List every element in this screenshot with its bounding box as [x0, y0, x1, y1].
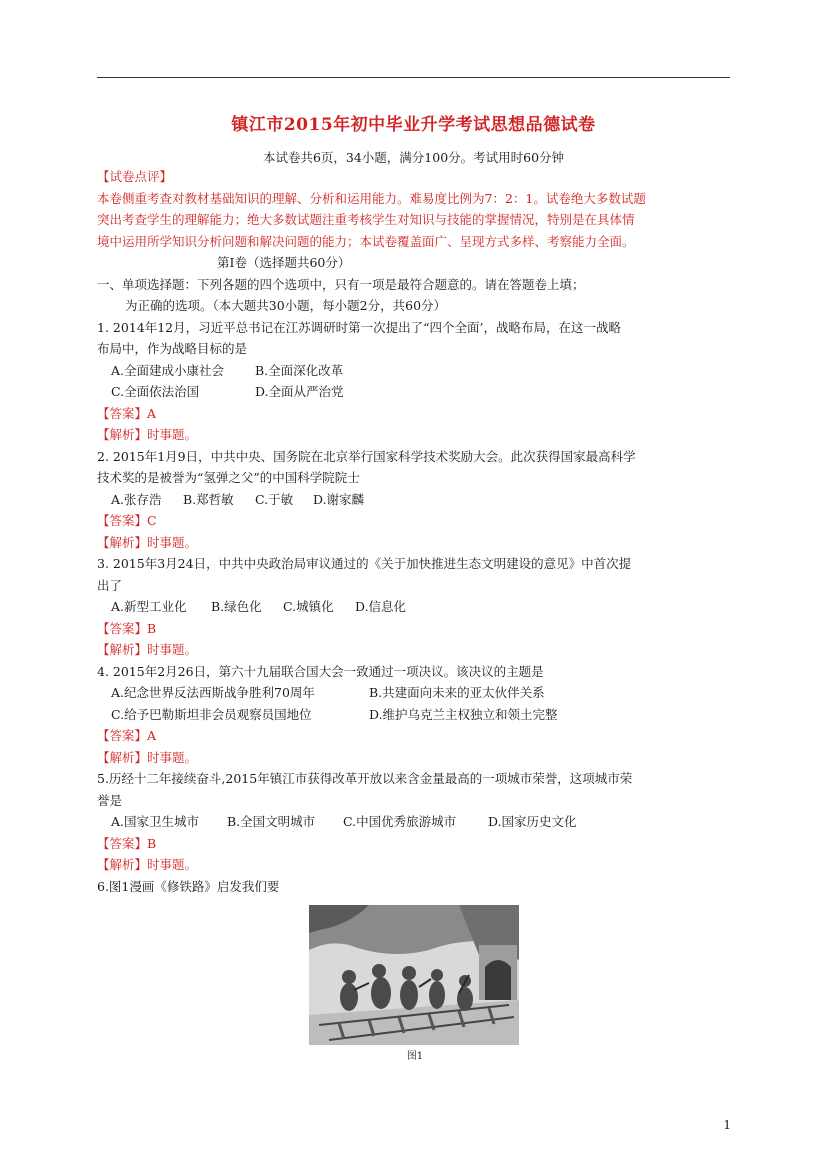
option-d: D.国家历史文化 — [488, 814, 577, 829]
option-b: B.绿色化 — [211, 599, 262, 614]
answer-label: 【答案】 — [97, 835, 148, 851]
question-stem: 2. 2015年1月9日，中共中央、国务院在北京举行国家科学技术奖励大会。此次获得国家最高科学 — [97, 448, 636, 464]
question-stem: 布局中，作为战略目标的是 — [97, 341, 248, 356]
analysis-value: 时事题。 — [147, 534, 198, 550]
options-line — [97, 381, 730, 403]
options-line — [97, 489, 730, 511]
exam-content — [97, 166, 730, 897]
section1-instructions: 一、单项选择题：下列各题的四个选项中，只有一项是最符合题意的。请在答题卷上填； — [97, 276, 585, 292]
analysis-label: 【解析】 — [97, 427, 148, 442]
analysis-value: 时事题。 — [147, 642, 198, 657]
question-3 — [97, 553, 730, 661]
question-stem: 出了 — [97, 577, 123, 593]
review-line: 本卷侧重考查对教材基础知识的理解、分析和运用能力。难易度比例为7：2：1。试卷绝大多数试题 — [97, 190, 646, 206]
question-stem: 技术奖的是被誉为“氢弹之父”的中国科学院院士 — [97, 470, 360, 485]
page-number: 1 — [723, 1118, 731, 1132]
options-line — [97, 811, 730, 833]
review-label: 【试卷点评】 — [97, 169, 173, 184]
question-stem: 5.历经十二年接续奋斗,2015年镇江市获得改革开放以来含金量最高的一项城市荣誉，这项城市荣 — [97, 771, 633, 786]
answer-value: A — [147, 405, 157, 421]
analysis-value: 时事题。 — [147, 749, 198, 765]
answer-label: 【答案】 — [97, 513, 148, 528]
answer-line — [97, 403, 730, 425]
analysis-line — [97, 532, 730, 554]
option-c: C.全面依法治国 — [111, 384, 200, 399]
question-5 — [97, 768, 730, 876]
option-a: A.全面建成小康社会 — [111, 362, 225, 378]
option-c: C.给予巴勒斯坦非会员观察员国地位 — [111, 706, 312, 722]
option-a: A.纪念世界反法西斯战争胜利70周年 — [111, 685, 315, 700]
header-rule — [97, 77, 730, 78]
question-stem: 3. 2015年3月24日，中共中央政治局审议通过的《关于加快推进生态文明建设的意见》中首次提 — [97, 556, 632, 571]
option-b: B.郑哲敏 — [183, 491, 234, 507]
option-c: C.于敏 — [255, 491, 294, 507]
section1-instructions-cont: 为正确的选项。（本大题共30小题，每小题2分，共60分） — [125, 298, 447, 313]
option-a: A.国家卫生城市 — [111, 814, 200, 829]
question-2 — [97, 446, 730, 554]
question-stem: 6.图1漫画《修铁路》启发我们要 — [97, 878, 280, 894]
answer-label: 【答案】 — [97, 728, 148, 743]
option-b: B.全国文明城市 — [227, 814, 316, 829]
option-d: D.全面从严治党 — [255, 384, 344, 399]
analysis-label: 【解析】 — [97, 857, 148, 872]
exam-subtitle: 本试卷共6页，34小题，满分100分。考试用时60分钟 — [262, 150, 565, 165]
option-d: D.维护乌克兰主权独立和领土完整 — [369, 706, 558, 722]
review-line: 突出考查学生的理解能力；绝大多数试题注重考核学生对知识与技能的掌握情况，特别是在具体情 — [97, 212, 635, 227]
option-b: B.全面深化改革 — [255, 362, 344, 378]
analysis-line — [97, 854, 730, 876]
figure-caption: 图1 — [406, 1051, 424, 1062]
option-a: A.张存浩 — [111, 491, 162, 507]
cartoon-figure — [309, 905, 519, 1069]
question-1 — [97, 317, 730, 446]
answer-value: B — [147, 835, 157, 851]
analysis-label: 【解析】 — [97, 642, 148, 657]
option-c: C.城镇化 — [283, 599, 334, 614]
question-stem: 4. 2015年2月26日，第六十九届联合国大会一致通过一项决议。该决议的主题是 — [97, 663, 544, 679]
option-d: D.谢家麟 — [313, 491, 365, 507]
analysis-value: 时事题。 — [147, 857, 198, 872]
option-d: D.信息化 — [355, 599, 407, 614]
option-a: A.新型工业化 — [111, 599, 187, 614]
answer-value: A — [147, 728, 157, 743]
options-line — [97, 360, 730, 382]
option-b: B.共建面向未来的亚太伙伴关系 — [369, 685, 545, 700]
analysis-line — [97, 639, 730, 661]
question-stem: 1. 2014年12月，习近平总书记在江苏调研时第一次提出了“四个全面’，战略布局，在这一战略 — [97, 319, 621, 335]
options-line — [97, 682, 730, 704]
analysis-line — [97, 747, 730, 769]
answer-line — [97, 833, 730, 855]
exam-title: 镇江市2015年初中毕业升学考试思想品德试卷 — [231, 115, 596, 135]
answer-label: 【答案】 — [97, 405, 148, 421]
part1-heading: 第Ⅰ卷（选择题共60分） — [217, 255, 351, 270]
analysis-value: 时事题。 — [147, 427, 198, 442]
analysis-label: 【解析】 — [97, 534, 148, 550]
answer-value: C — [147, 513, 157, 528]
options-line — [97, 704, 730, 726]
analysis-line — [97, 424, 730, 446]
answer-line — [97, 618, 730, 640]
answer-label: 【答案】 — [97, 620, 148, 636]
analysis-label: 【解析】 — [97, 749, 148, 765]
question-stem: 誉是 — [97, 792, 123, 808]
answer-value: B — [147, 620, 157, 636]
options-line — [97, 596, 730, 618]
question-4 — [97, 661, 730, 769]
review-line: 境中运用所学知识分析问题和解决问题的能力；本试卷覆盖面广、呈现方式多样、考察能力全面。 — [97, 233, 635, 249]
option-c: C.中国优秀旅游城市 — [343, 814, 457, 829]
railway-cartoon-image — [309, 905, 519, 1045]
answer-line — [97, 510, 730, 532]
answer-line — [97, 725, 730, 747]
question-6 — [97, 876, 730, 898]
